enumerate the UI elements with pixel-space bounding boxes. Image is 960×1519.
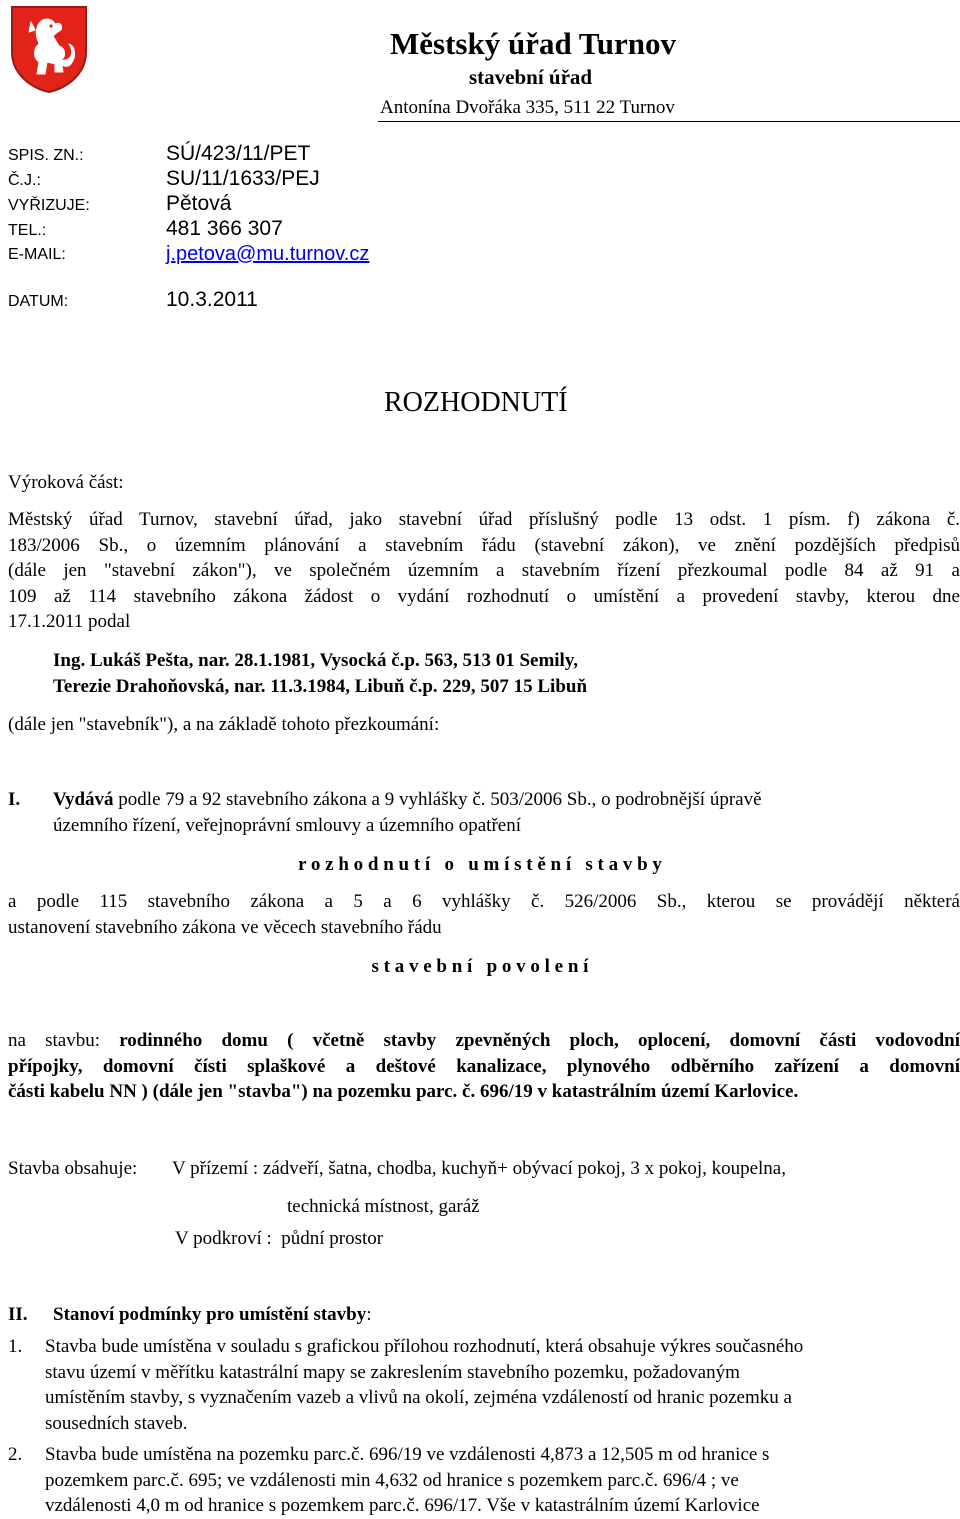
mid-line-1: a podle 115 stavebního zákona a 5 a 6 vyhlášky č. 526/2006 Sb., kterou se provádějí některá bbox=[8, 891, 960, 912]
applicant-1: Ing. Lukáš Pešta, nar. 28.1.1981, Vysocká č.p. 563, 513 01 Semily, bbox=[53, 650, 579, 671]
mid-paragraph bbox=[8, 889, 960, 940]
section-2-heading bbox=[53, 1302, 372, 1328]
datum-value: 10.3.2011 bbox=[166, 288, 258, 311]
obsahuje-line-1: V přízemí : zádveří, šatna, chodba, kuchyň+ obývací pokoj, 3 x pokoj, koupelna, bbox=[172, 1158, 786, 1179]
condition-2-number: 2. bbox=[8, 1444, 23, 1465]
section-heading-vyrok: Výroková část: bbox=[8, 472, 124, 493]
condition-line: pozemkem parc.č. 695; ve vzdálenosti min 4,632 od hranice s pozemkem parc.č. 696/4 ; ve bbox=[45, 1469, 739, 1491]
applicant-2: Terezie Drahoňovská, nar. 11.3.1984, Libuň č.p. 229, 507 15 Libuň bbox=[53, 676, 588, 697]
document-title: ROZHODNUTÍ bbox=[384, 387, 568, 418]
intro-line: 183/2006 Sb., o územním plánování a stavebním řádu (stavební zákon), ve znění pozdějších předpisů bbox=[8, 534, 960, 556]
cj-value: SU/11/1633/PEJ bbox=[166, 167, 320, 190]
section-2-number: II. bbox=[8, 1304, 28, 1325]
stavba-line-2: přípojky, domovní čísti splaškové a deštové kanalizace, plynového odběrního zařízení a domovní bbox=[8, 1055, 960, 1077]
section-2-heading-text: Stanoví podmínky pro umístění stavby bbox=[53, 1304, 367, 1325]
spaced-heading-umisteni: r o z h o d n u t í o u m í s t ě n í s t a v b y bbox=[298, 854, 662, 875]
condition-line: umístěním stavby, s vyznačením vazeb a vlivů na okolí, zejména vzdáleností od hranic pozemku a bbox=[45, 1387, 792, 1408]
condition-line: sousedních staveb. bbox=[45, 1412, 188, 1434]
intro-line: 17.1.2011 podal bbox=[8, 611, 131, 632]
condition-line: Stavba bude umístěna na pozemku parc.č. 696/19 ve vzdálenosti 4,873 a 12,505 m od hranice s bbox=[45, 1444, 770, 1465]
section-2-heading-colon: : bbox=[366, 1304, 372, 1325]
intro-line: Městský úřad Turnov, stavební úřad, jako stavební úřad příslušný podle 13 odst. 1 písm. f) zákona č. bbox=[8, 509, 960, 530]
coat-of-arms-icon bbox=[9, 4, 89, 94]
condition-line: stavu území v měřítku katastrální mapy se zakreslením stavebního pozemku, požadovaným bbox=[45, 1361, 740, 1383]
cj-label: Č.J.: bbox=[8, 172, 41, 189]
office-address: Antonína Dvořáka 335, 511 22 Turnov bbox=[380, 97, 675, 118]
stavba-line-3: části kabelu NN ) (dále jen "stavba") na pozemku parc. č. 696/19 v katastrálním území Karlovice. bbox=[8, 1081, 799, 1102]
stavba-paragraph bbox=[8, 1028, 960, 1105]
obsahuje-line-2: technická místnost, garáž bbox=[287, 1196, 480, 1217]
intro-line: (dále jen "stavební zákon"), ve společném územním a stavebním řízení přezkoumal podle 84 až 91 a bbox=[8, 560, 960, 581]
tel-value: 481 366 307 bbox=[166, 217, 283, 240]
department-name: stavební úřad bbox=[469, 65, 593, 89]
spis-value: SÚ/423/11/PET bbox=[166, 142, 311, 165]
section-1-verb: Vydává bbox=[53, 789, 114, 810]
condition-2 bbox=[45, 1442, 960, 1519]
intro-line: 109 až 114 stavebního zákona žádost o vydání rozhodnutí o umístění a provedení stavby, kterou dne bbox=[8, 585, 960, 607]
section-1-line-1-rest: podle 79 a 92 stavebního zákona a 9 vyhlášky č. 503/2006 Sb., o podrobnější úpravě bbox=[113, 789, 762, 810]
condition-line: Stavba bude umístěna v souladu s grafickou přílohou rozhodnutí, která obsahuje výkres současného bbox=[45, 1336, 804, 1357]
stavba-text-1: rodinného domu ( včetně stavby zpevněných ploch, oplocení, domovní části vodovodní bbox=[119, 1030, 960, 1051]
mid-line-2: ustanovení stavebního zákona ve věcech stavebního řádu bbox=[8, 916, 442, 938]
spis-label: SPIS. ZN.: bbox=[8, 147, 84, 164]
section-1-line-1 bbox=[53, 787, 762, 813]
stavba-prefix: na stavbu: bbox=[8, 1030, 120, 1051]
vyrizuje-label: VYŘIZUJE: bbox=[8, 197, 90, 214]
after-applicants: (dále jen "stavebník"), a na základě tohoto přezkoumání: bbox=[8, 714, 440, 735]
condition-line: vzdálenosti 4,0 m od hranice s pozemkem parc.č. 696/17. Vše v katastrálním území Karlovice bbox=[45, 1495, 760, 1516]
vyrizuje-value: Pětová bbox=[166, 192, 232, 215]
tel-label: TEL.: bbox=[8, 222, 47, 239]
header-divider bbox=[378, 121, 960, 122]
obsahuje-label: Stavba obsahuje: bbox=[8, 1158, 138, 1179]
office-name: Městský úřad Turnov bbox=[390, 26, 676, 61]
stavba-line-1 bbox=[8, 1028, 960, 1054]
spaced-heading-povoleni: s t a v e b n í p o v o l e n í bbox=[371, 956, 589, 977]
email-label: E-MAIL: bbox=[8, 246, 66, 263]
email-link[interactable]: j.petova@mu.turnov.cz bbox=[166, 243, 370, 265]
condition-1-number: 1. bbox=[8, 1336, 23, 1357]
section-1-line-2: územního řízení, veřejnoprávní smlouvy a územního opatření bbox=[53, 815, 521, 836]
condition-1 bbox=[45, 1334, 960, 1436]
intro-paragraph bbox=[8, 507, 960, 635]
section-1-number: I. bbox=[8, 789, 21, 810]
datum-label: DATUM: bbox=[8, 293, 69, 310]
obsahuje-line-3: V podkroví : půdní prostor bbox=[175, 1228, 384, 1249]
